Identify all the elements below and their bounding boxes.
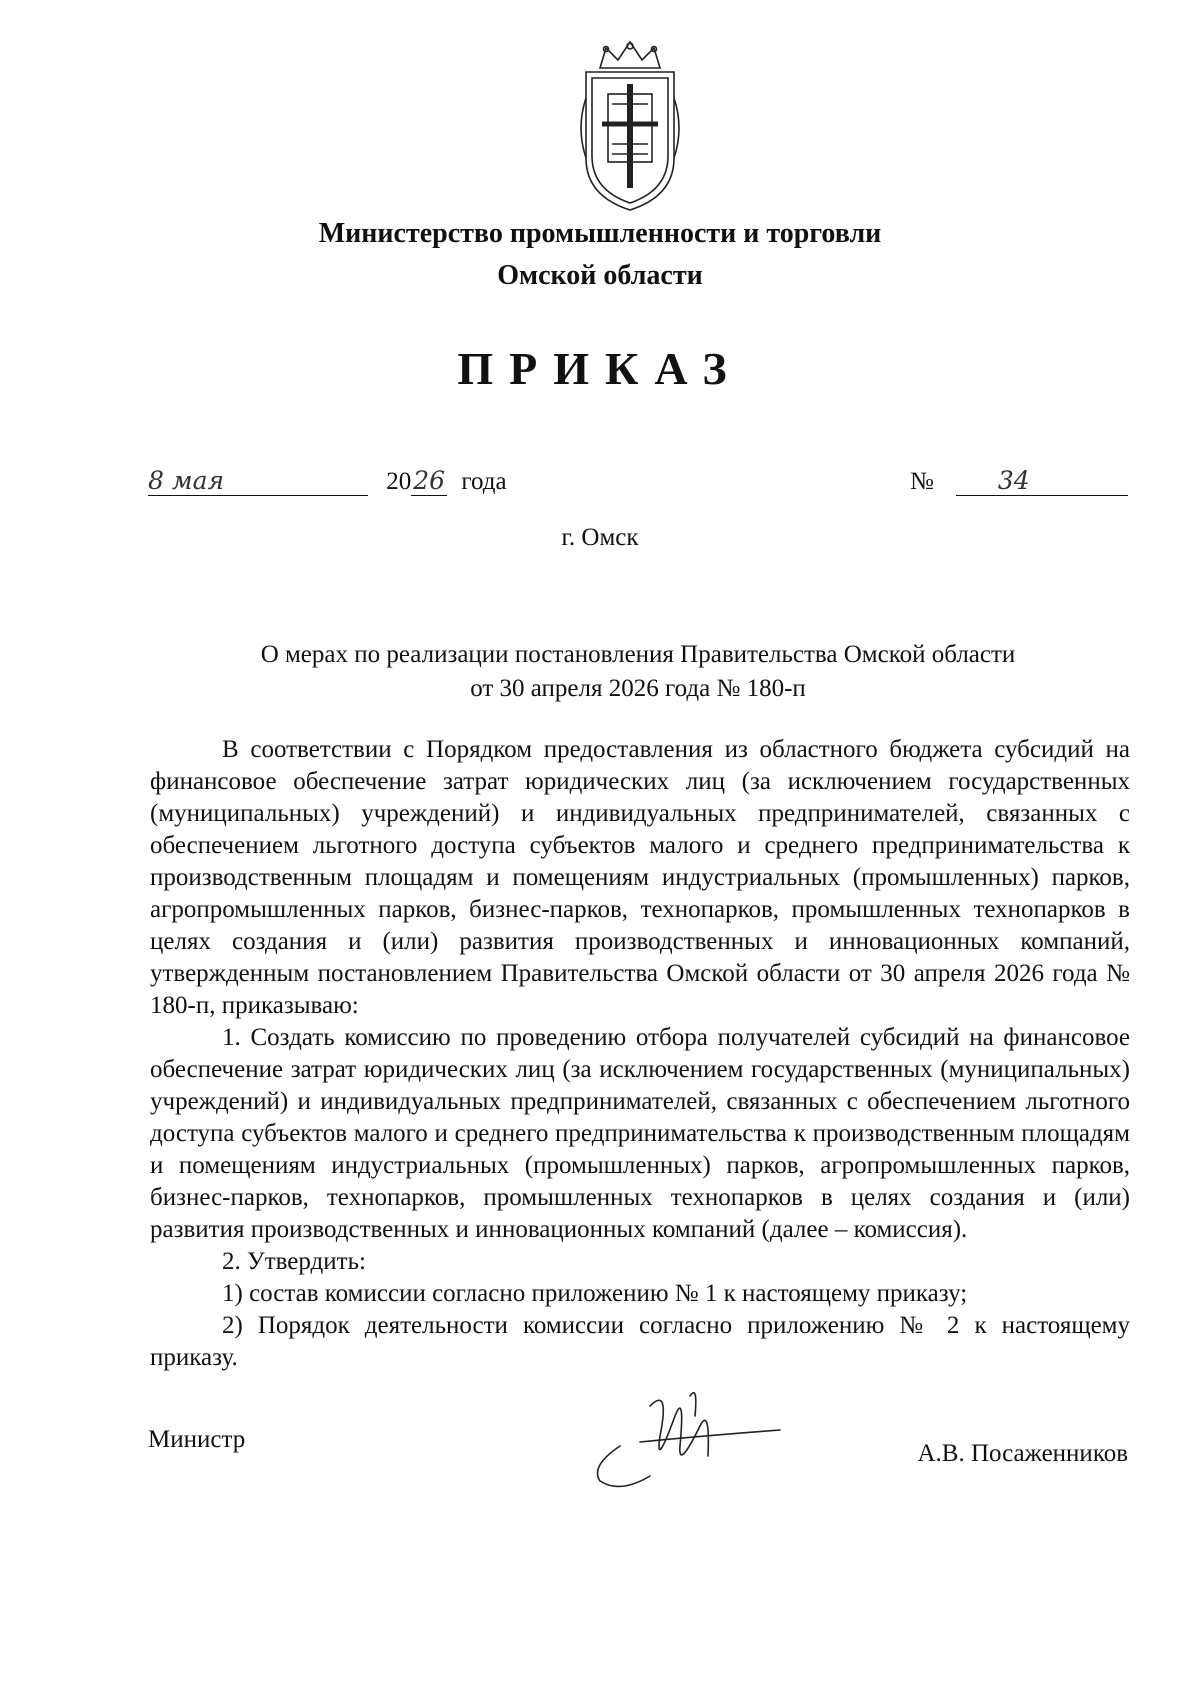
- body-paragraph: 1. Создать комиссию по проведению отбора получателей субсидий на финансовое обеспечение затрат юридических лиц (за исключением государственных (муниципальных) учреждений) и индивидуальных предпринимателей, связанных с обеспечением льготного доступа субъектов малого и среднего предпринимательства к производственным площадям и помещениям индустриальных (промышленных) парков, агропромышленных парков, бизнес-парков, технопарков, промышленных технопарков в целях создания и (или) развития производственных и инновационных компаний (далее – комиссия).: [150, 1024, 1130, 1243]
- ministry-name-line2: Омской области: [497, 260, 703, 291]
- body-paragraph: 2. Утвердить:: [222, 1248, 366, 1275]
- body-paragraph: 1) состав комиссии согласно приложению № 1 к настоящему приказу;: [222, 1280, 968, 1307]
- body-paragraph: В соответствии с Порядком предоставления из областного бюджета субсидий на финансовое обеспечение затрат юридических лиц (за исключением государственных (муниципальных) учреждений) и индивидуальных предпринимателей, связанных с обеспечением льготного доступа субъектов малого и среднего предпринимательства к производственным площадям и помещениям индустриальных (промышленных) парков, агропромышленных парков, бизнес-парков, технопарков, промышленных технопарков в целях создания и (или) развития производственных и инновационных компаний, утвержденным постановлением Правительства Омской области от 30 апреля 2026 года № 180-п, приказываю:: [150, 736, 1130, 1019]
- document-number: [910, 466, 1128, 496]
- ministry-name-line1: Министерство промышленности и торговли: [318, 218, 882, 249]
- city: г. Омск: [561, 524, 639, 551]
- coat-of-arms-emblem: [566, 38, 694, 216]
- year-word: года: [461, 468, 507, 495]
- signatory-name: А.В. Посаженников: [917, 1440, 1128, 1467]
- year-prefix: 20: [386, 468, 412, 495]
- handwritten-signature: [580, 1376, 820, 1496]
- subject-line1: О мерах по реализации постановления Правительства Омской области: [260, 641, 1016, 668]
- document-date: [148, 466, 507, 496]
- number-value: 34: [956, 466, 1128, 496]
- document-body: [150, 734, 1130, 1374]
- body-paragraph: 2) Порядок деятельности комиссии согласно приложению № 2 к настоящему приказу.: [150, 1312, 1130, 1371]
- subject-line2: от 30 апреля 2026 года № 180-п: [470, 675, 806, 702]
- signatory-title: Министр: [148, 1426, 246, 1453]
- document-subject: [148, 638, 1128, 706]
- year-suffix: 26: [413, 466, 446, 495]
- date-day-month: 8 мая: [148, 466, 368, 496]
- number-sign: №: [910, 468, 934, 495]
- document-type-title: ПРИКАЗ: [457, 343, 743, 394]
